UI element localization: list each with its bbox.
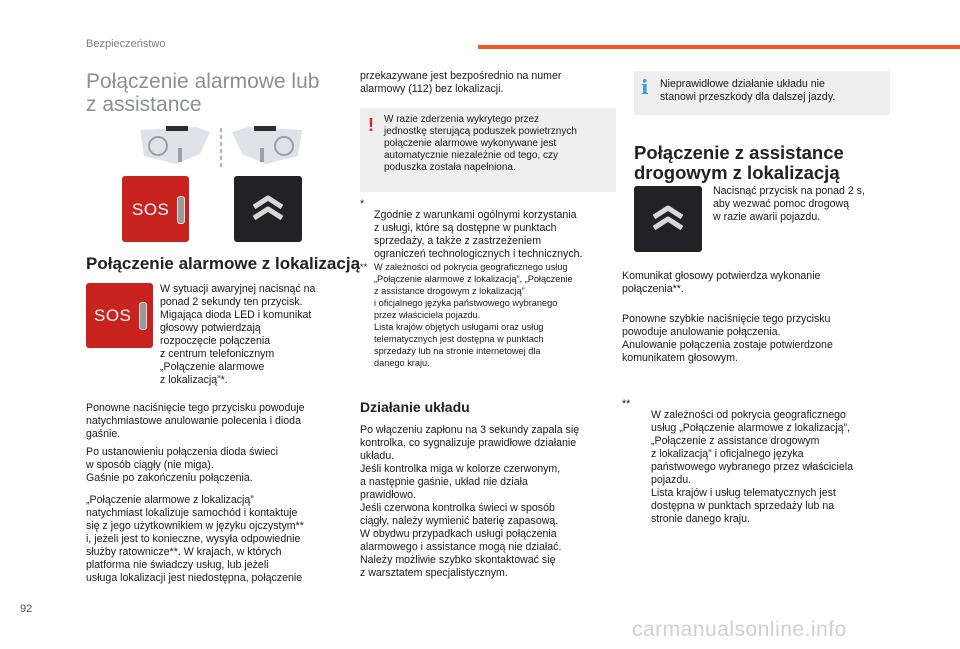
brand-chevrons-icon xyxy=(634,186,702,252)
assistance-button-small-illustration xyxy=(634,186,702,252)
section-label: Bezpieczeństwo xyxy=(86,38,166,50)
footnote: Zgodnie z warunkami ogólnymi korzystania z usługi, które są dostępne w punktach sprzedaży, a także z zastrzeżeniem ograniczeń technologicznych i technicznych. xyxy=(374,208,583,260)
footnote-mark: * xyxy=(360,198,365,210)
info-note xyxy=(634,71,890,115)
system-operation-heading: Działanie układu xyxy=(360,399,470,415)
watermark: carmanualsonline.info xyxy=(632,618,847,641)
page-title: Połączenie alarmowe lub z assistance xyxy=(86,70,320,116)
emergency-button-description: W sytuacji awaryjnej nacisnąć na ponad 2 sekundy ten przycisk. Migająca dioda LED i komunikat głosowy potwierdzają rozpoczęcie połączenia z centrum telefonicznym „Połączenie alarmowe z lokalizacją”*. xyxy=(160,283,316,386)
paragraph: Komunikat głosowy potwierdza wykonanie połączenia**. xyxy=(622,270,821,295)
warning-text: W razie zderzenia wykrytego przez jednostkę sterującą poduszek powietrznych połączenie alarmowe wykonywane jest automatycznie niezależnie od tego, czy poduszka została napełniona. xyxy=(384,114,577,173)
paragraph: przekazywane jest bezpośrednio na numer alarmowy (112) bez lokalizacji. xyxy=(360,70,562,95)
warning-icon: ! xyxy=(368,115,374,135)
sos-label: SOS xyxy=(132,200,170,219)
paragraph: Po włączeniu zapłonu na 3 sekundy zapala się kontrolka, co sygnalizuje prawidłowe działanie układu. Jeśli kontrolka miga w kolorze czerwonym, a następnie gaśnie, układ nie działa prawidłowo. Jeśli czerwona kontrolka świeci w sposób ciągły, należy wymienić baterię zapasową. W obydwu przypadkach usługi połączenia alarmowego i assistance mogą nie działać. Należy możliwie szybko skontaktować się z warsztatem specjalistycznym. xyxy=(360,424,580,579)
footnote-mark: ** xyxy=(360,262,368,272)
page-number: 92 xyxy=(20,603,33,615)
car-interior-illustration xyxy=(136,124,306,170)
paragraph: „Połączenie alarmowe z lokalizacją” natychmiast lokalizuje samochód i kontaktuje się z jego użytkownikiem w języku ojczystym** i, jeżeli jest to konieczne, wysyła odpowiednie służby ratownicze**. W krajach, w których platforma nie świadczy usług, lub jeżeli usługa lokalizacji jest niedostępna, połączenie xyxy=(86,494,304,584)
sos-button-small-illustration xyxy=(86,283,153,348)
footnote: W zależności od pokrycia geograficznego usług „Połączenie alarmowe z lokalizacją”, „Połączenie z assistance drogowym z lokalizacją” i oficjalnego języka państwowego wybranego przez właściciela pojazdu. Lista krajów objętych usługami oraz usług telematycznych jest dostępna w punktach sprzedaży lub na stronie internetowej dla danego kraju. xyxy=(374,262,573,368)
info-text: Nieprawidłowe działanie układu nie stanowi przeszkody dla dalszej jazdy. xyxy=(660,78,836,103)
info-icon: i xyxy=(641,75,649,99)
sos-label: SOS xyxy=(94,306,132,325)
paragraph: Ponowne szybkie naciśnięcie tego przycisku powoduje anulowanie połączenia. Anulowanie połączenia zostaje potwierdzone komunikatem głosowym. xyxy=(622,313,833,364)
sos-led-icon xyxy=(177,196,185,224)
warning-note xyxy=(360,108,616,192)
assistance-button-description: Nacisnąć przycisk na ponad 2 s, aby wezwać pomoc drogową w razie awarii pojazdu. xyxy=(713,185,865,223)
paragraph: Ponowne naciśnięcie tego przycisku powoduje natychmiastowe anulowanie polecenia i dioda gaśnie. xyxy=(86,402,305,440)
emergency-call-heading: Połączenie alarmowe z lokalizacją xyxy=(86,254,361,273)
assistance-button-illustration xyxy=(234,176,302,242)
brand-chevrons-icon xyxy=(234,176,302,242)
header-accent-bar xyxy=(478,45,960,49)
sos-led-icon xyxy=(139,302,147,330)
footnote: W zależności od pokrycia geograficznego usług „Połączenie alarmowe z lokalizacją”, „Połączenie z assistance drogowym z lokalizacją” i oficjalnego języka państwowego wybranego przez właściciela pojazdu. Lista krajów i usług telematycznych jest dostępna w punktach sprzedaży lub na stronie danego kraju. xyxy=(651,408,853,525)
sos-button-illustration xyxy=(122,176,189,242)
paragraph: Po ustanowieniu połączenia dioda świeci w sposób ciągły (nie miga). Gaśnie po zakończeniu połączenia. xyxy=(86,446,278,484)
road-assistance-heading: Połączenie z assistance drogowym z lokalizacją xyxy=(634,142,844,183)
footnote-mark: ** xyxy=(622,398,631,410)
